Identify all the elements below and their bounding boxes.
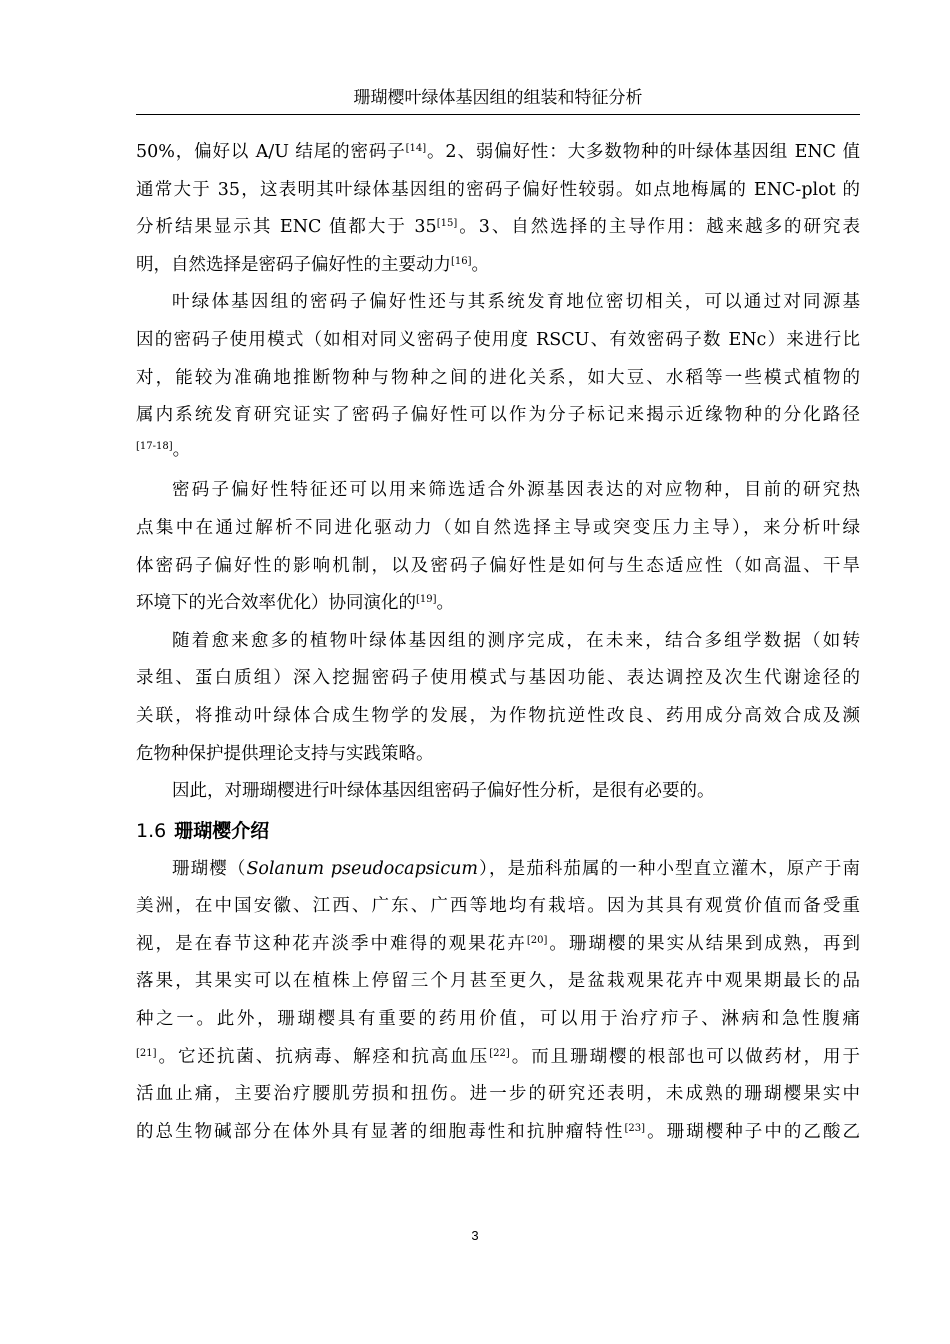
paragraph-line: 分析结果显示其 ENC 值都大于 35[15]。3、自然选择的主导作用：越来越多的研究表 [136,217,861,238]
paragraph-line: 珊瑚樱（Solanum pseudocapsicum），是茄科茄属的一种小型直立灌木，原产于南 [172,858,861,879]
citation: [15] [436,218,458,230]
citation: [23] [624,1122,646,1134]
section-number: 1.6 [136,819,167,842]
paragraph-line: 关联，将推动叶绿体合成生物学的发展，为作物抗逆性改良、药用成分高效合成及濒 [136,705,860,726]
paragraph-line: 活血止痛，主要治疗腰肌劳损和扭伤。进一步的研究还表明，未成熟的珊瑚樱果实中 [136,1084,860,1105]
paragraph-line: 种之一。此外，珊瑚樱具有重要的药用价值，可以用于治疗疖子、淋病和急性腹痛 [136,1009,860,1030]
paragraph-line: 录组、蛋白质组）深入挖掘密码子使用模式与基因功能、表达调控及次生代谢途径的 [136,668,860,689]
paragraph-line: 危物种保护提供理论支持与实践策略。 [136,743,434,764]
section-heading [136,811,860,851]
paragraph-line: 明，自然选择是密码子偏好性的主要动力[16]。 [136,254,490,275]
paragraph-line: 因的密码子使用模式（如相对同义密码子使用度 RSCU、有效密码子数 ENc）来进行比 [136,329,860,350]
citation: [19] [416,594,437,606]
body-text [136,134,860,1151]
species-name: Solanum pseudocapsicum [246,858,479,879]
running-header [136,84,860,115]
paragraph-line: 点集中在通过解析不同进化驱动力（如自然选择主导或突变压力主导），来分析叶绿 [136,517,860,538]
paragraph-line: [17-18]。 [136,439,191,460]
paragraph-line: 通常大于 35，这表明其叶绿体基因组的密码子偏好性较弱。如点地梅属的 ENC-plot 的 [136,179,860,200]
paragraph-line: 美洲，在中国安徽、江西、广东、广西等地均有栽培。因为其具有观赏价值而备受重 [136,896,860,917]
paragraph-line: 50%，偏好以 A/U 结尾的密码子[14]。2、弱偏好性：大多数物种的叶绿体基因组 ENC 值 [136,142,860,162]
citation: [16] [451,255,472,267]
paragraph-line: 落果，其果实可以在植株上停留三个月甚至更久，是盆栽观果花卉中观果期最长的品 [136,971,860,992]
citation: [17-18] [136,440,173,452]
citation: [21] [136,1047,157,1059]
paragraph-line: 的总生物碱部分在体外具有显著的细胞毒性和抗肿瘤特性[23]。珊瑚樱种子中的乙酸乙 [136,1121,861,1142]
paragraph-line: 环境下的光合效率优化）协同演化的[19]。 [136,593,455,614]
page-number: 3 [471,1228,479,1243]
citation: [14] [405,143,427,154]
header-title: 珊瑚樱叶绿体基因组的组装和特征分析 [353,88,643,108]
paragraph-line: 因此，对珊瑚樱进行叶绿体基因组密码子偏好性分析，是很有必要的。 [172,781,715,802]
citation: [20] [526,934,548,946]
paragraph-line: 属内系统发育研究证实了密码子偏好性可以作为分子标记来揭示近缘物种的分化路径 [136,405,860,426]
paragraph-line: 视，是在春节这种花卉淡季中难得的观果花卉[20]。珊瑚樱的果实从结果到成熟，再到 [136,933,861,954]
paragraph-line: 密码子偏好性特征还可以用来筛选适合外源基因表达的对应物种，目前的研究热 [172,480,860,501]
paragraph-line: 叶绿体基因组的密码子偏好性还与其系统发育地位密切相关，可以通过对同源基 [172,292,860,313]
paragraph-line: [21]。它还抗菌、抗病毒、解痉和抗高血压[22]。而且珊瑚樱的根部也可以做药材，用于 [136,1046,860,1067]
citation: [22] [489,1047,510,1059]
paragraph-line: 对，能较为准确地推断物种与物种之间的进化关系，如大豆、水稻等一些模式植物的 [136,367,860,388]
section-title: 珊瑚樱介绍 [174,819,270,842]
paragraph-line: 随着愈来愈多的植物叶绿体基因组的测序完成，在未来，结合多组学数据（如转 [172,630,860,651]
paragraph-line: 体密码子偏好性的影响机制，以及密码子偏好性是如何与生态适应性（如高温、干旱 [136,555,860,576]
